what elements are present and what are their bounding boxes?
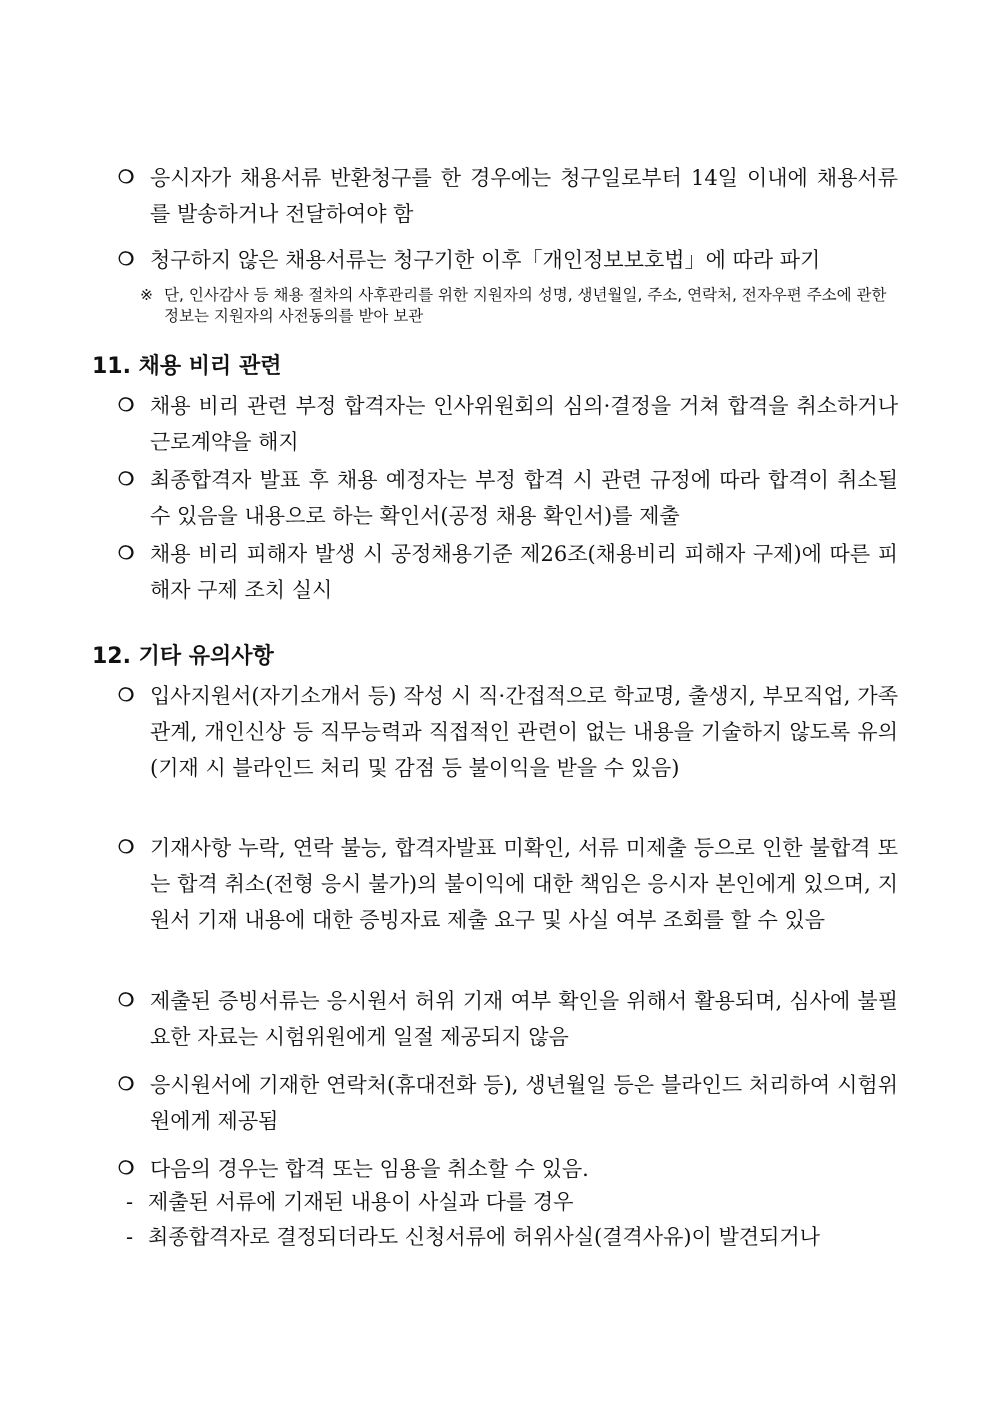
list-item <box>118 983 898 1055</box>
footnote-text: 단, 인사감사 등 채용 절차의 사후관리를 위한 지원자의 성명, 생년월일, 주소, 연락처, 전자우편 주소에 관한 정보는 지원자의 사전동의를 받아 보관 <box>164 286 887 325</box>
circle-bullet-icon: ❍ <box>118 249 135 270</box>
circle-bullet-icon: ❍ <box>118 990 135 1011</box>
item-text: 응시자가 채용서류 반환청구를 한 경우에는 청구일로부터 14일 이내에 채용서류를 발송하거나 전달하여야 함 <box>150 166 898 226</box>
circle-bullet-icon: ❍ <box>118 685 135 706</box>
section-heading: 12. 기타 유의사항 <box>92 644 274 669</box>
sub-list-item <box>126 1186 906 1218</box>
item-text: 응시원서에 기재한 연락처(휴대전화 등), 생년월일 등은 블라인드 처리하여 시험위원에게 제공됨 <box>150 1073 898 1133</box>
list-item <box>118 536 898 608</box>
item-text: 채용 비리 관련 부정 합격자는 인사위원회의 심의·결정을 거쳐 합격을 취소하거나 근로계약을 해지 <box>150 394 898 454</box>
circle-bullet-icon: ❍ <box>118 395 135 416</box>
sub-list-item <box>126 1221 906 1253</box>
list-item <box>118 242 898 278</box>
list-item <box>118 388 898 460</box>
circle-bullet-icon: ❍ <box>118 837 135 858</box>
footnote <box>140 285 900 327</box>
list-item <box>118 678 898 786</box>
circle-bullet-icon: ❍ <box>118 1158 135 1179</box>
circle-bullet-icon: ❍ <box>118 167 135 188</box>
item-text: 입사지원서(자기소개서 등) 작성 시 직·간접적으로 학교명, 출생지, 부모직업, 가족관계, 개인신상 등 직무능력과 직접적인 관련이 없는 내용을 기술하지 않도록 유의(기재 시 블라인드 처리 및 감점 등 불이익을 받을 수 있음) <box>150 684 898 780</box>
list-item <box>118 1067 898 1139</box>
circle-bullet-icon: ❍ <box>118 543 135 564</box>
list-item <box>118 462 898 534</box>
item-text: 청구하지 않은 채용서류는 청구기한 이후「개인정보보호법」에 따라 파기 <box>150 248 821 272</box>
reference-mark-icon: ※ <box>140 286 153 304</box>
list-item <box>118 160 898 232</box>
item-text: 채용 비리 피해자 발생 시 공정채용기준 제26조(채용비리 피해자 구제)에 따른 피해자 구제 조치 실시 <box>150 542 898 602</box>
item-text: 제출된 증빙서류는 응시원서 허위 기재 여부 확인을 위해서 활용되며, 심사에 불필요한 자료는 시험위원에게 일절 제공되지 않음 <box>150 989 898 1049</box>
section-heading: 11. 채용 비리 관련 <box>92 354 282 379</box>
dash-bullet-icon: - <box>126 1225 134 1249</box>
item-text: 다음의 경우는 합격 또는 임용을 취소할 수 있음. <box>150 1157 589 1181</box>
item-text: 기재사항 누락, 연락 불능, 합격자발표 미확인, 서류 미제출 등으로 인한 불합격 또는 합격 취소(전형 응시 불가)의 불이익에 대한 책임은 응시자 본인에게 있으며, 지원서 기재 내용에 대한 증빙자료 제출 요구 및 사실 여부 조회를 할 수 있음 <box>150 836 898 932</box>
list-item <box>118 1151 898 1187</box>
item-text: 최종합격자 발표 후 채용 예정자는 부정 합격 시 관련 규정에 따라 합격이 취소될 수 있음을 내용으로 하는 확인서(공정 채용 확인서)를 제출 <box>150 468 898 528</box>
circle-bullet-icon: ❍ <box>118 1074 135 1095</box>
sub-item-text: 최종합격자로 결정되더라도 신청서류에 허위사실(결격사유)이 발견되거나 <box>148 1225 820 1249</box>
circle-bullet-icon: ❍ <box>118 469 135 490</box>
sub-item-text: 제출된 서류에 기재된 내용이 사실과 다를 경우 <box>148 1190 574 1214</box>
dash-bullet-icon: - <box>126 1190 134 1214</box>
list-item <box>118 830 898 938</box>
